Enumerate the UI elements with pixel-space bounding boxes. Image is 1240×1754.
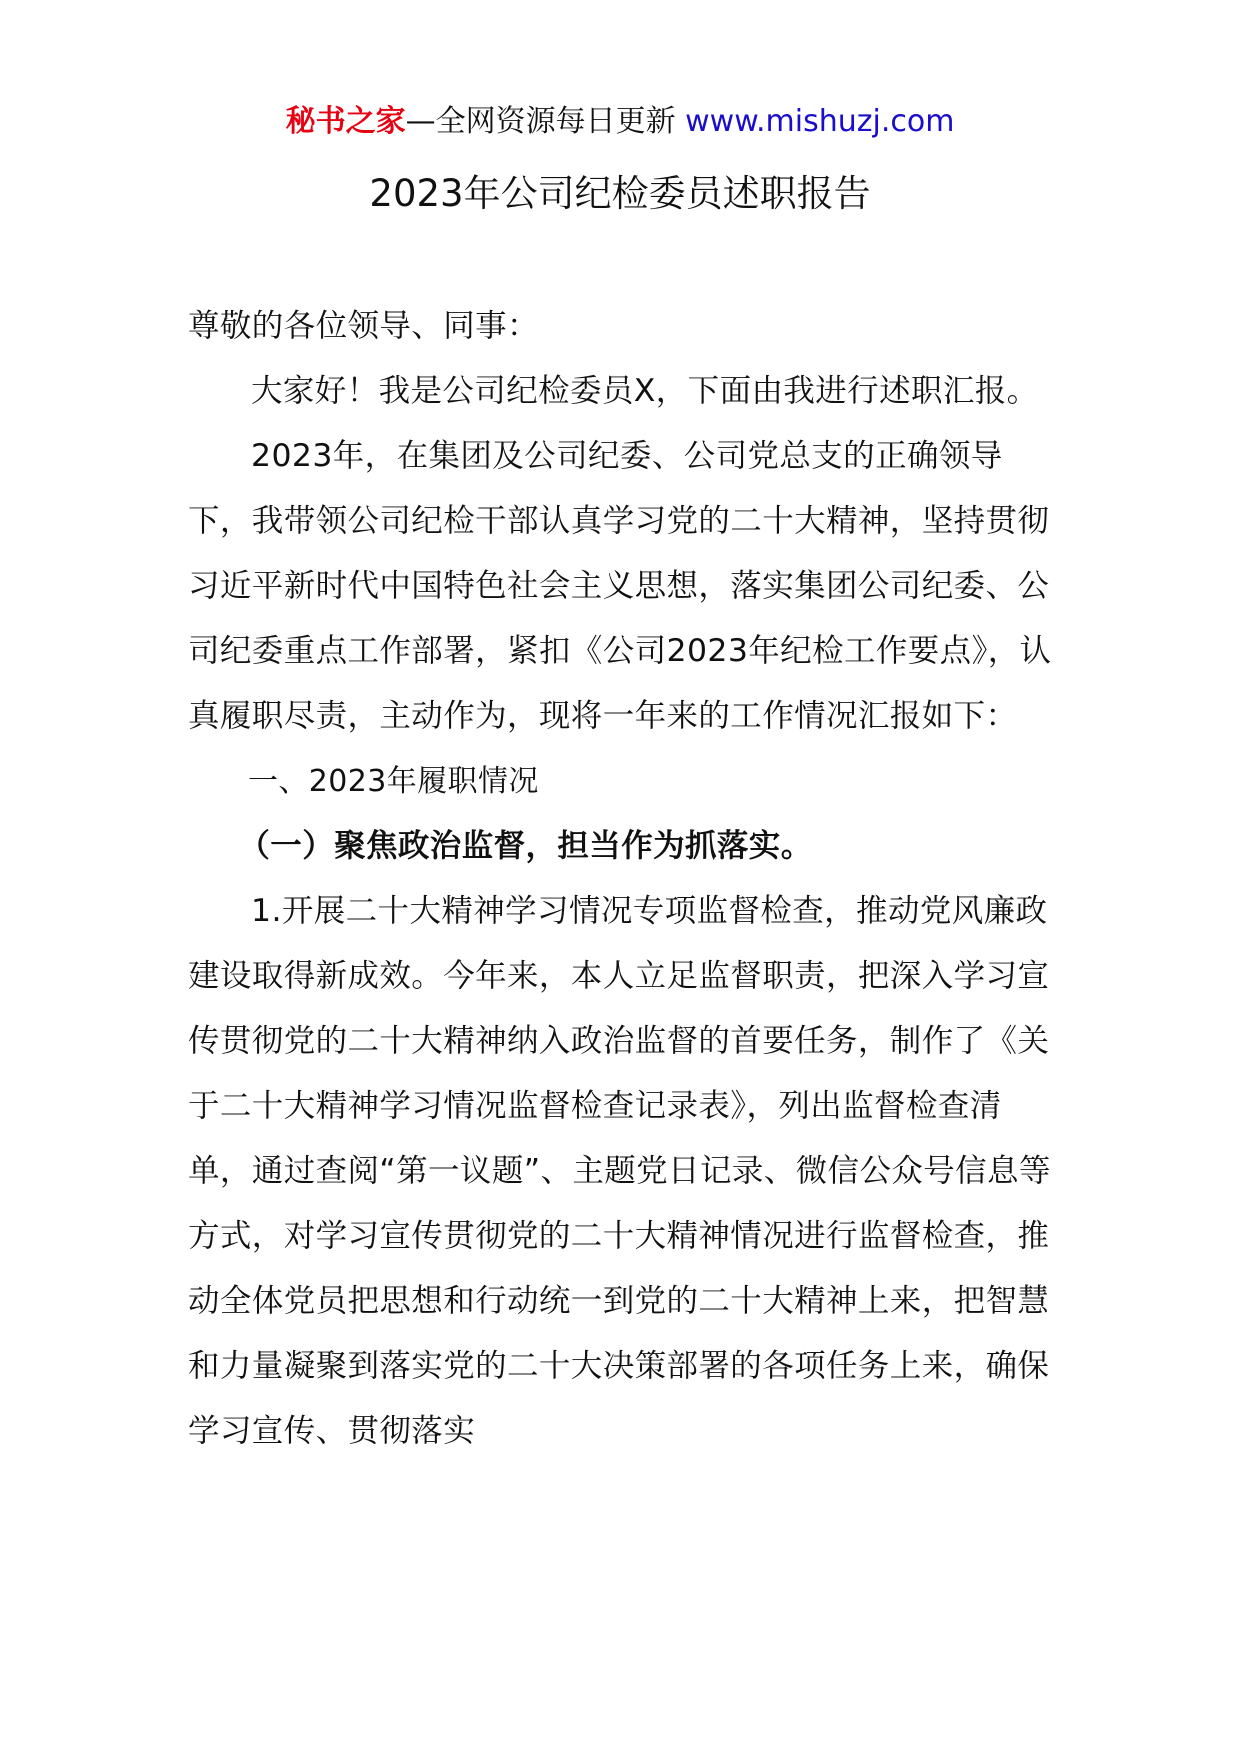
item-paragraph: 1.开展二十大精神学习情况专项监督检查，推动党风廉政建设取得新成效。今年来，本人立足监督职责，把深入学习宣传贯彻党的二十大精神纳入政治监督的首要任务，制作了《关于二十大精神学习情况监督检查记录表》，列出监督检查清单，通过查阅“第一议题”、主题党日记录、微信公众号信息等方式，对学习宣传贯彻党的二十大精神情况进行监督检查，推动全体党员把思想和行动统一到党的二十大精神上来，把智慧和力量凝聚到落实党的二十大决策部署的各项任务上来，确保学习宣传、贯彻落实 [188,893,1051,1449]
section-heading: 一、2023年履职情况 [248,764,539,799]
document-title: 2023年公司纪检委员述职报告 [369,172,871,215]
intro-paragraph: 大家好！我是公司纪检委员X，下面由我进行述职汇报。 [251,373,1039,409]
brand-url[interactable]: www.mishuzj.com [685,104,955,139]
greeting: 尊敬的各位领导、同事： [188,308,539,344]
brand-slogan: —全网资源每日更新 [405,104,676,139]
watermark-header [0,100,1240,144]
brand-name: 秘书之家 [285,104,406,139]
subsection-heading: （一）聚焦政治监督，担当作为抓落实。 [238,828,813,864]
document-body [188,294,1056,1464]
overview-paragraph: 2023年，在集团及公司纪委、公司党总支的正确领导下，我带领公司纪检干部认真学习党的二十大精神，坚持贯彻习近平新时代中国特色社会主义思想，落实集团公司纪委、公司纪委重点工作部署，紧扣《公司2023年纪检工作要点》，认真履职尽责，主动作为，现将一年来的工作情况汇报如下： [188,438,1052,734]
